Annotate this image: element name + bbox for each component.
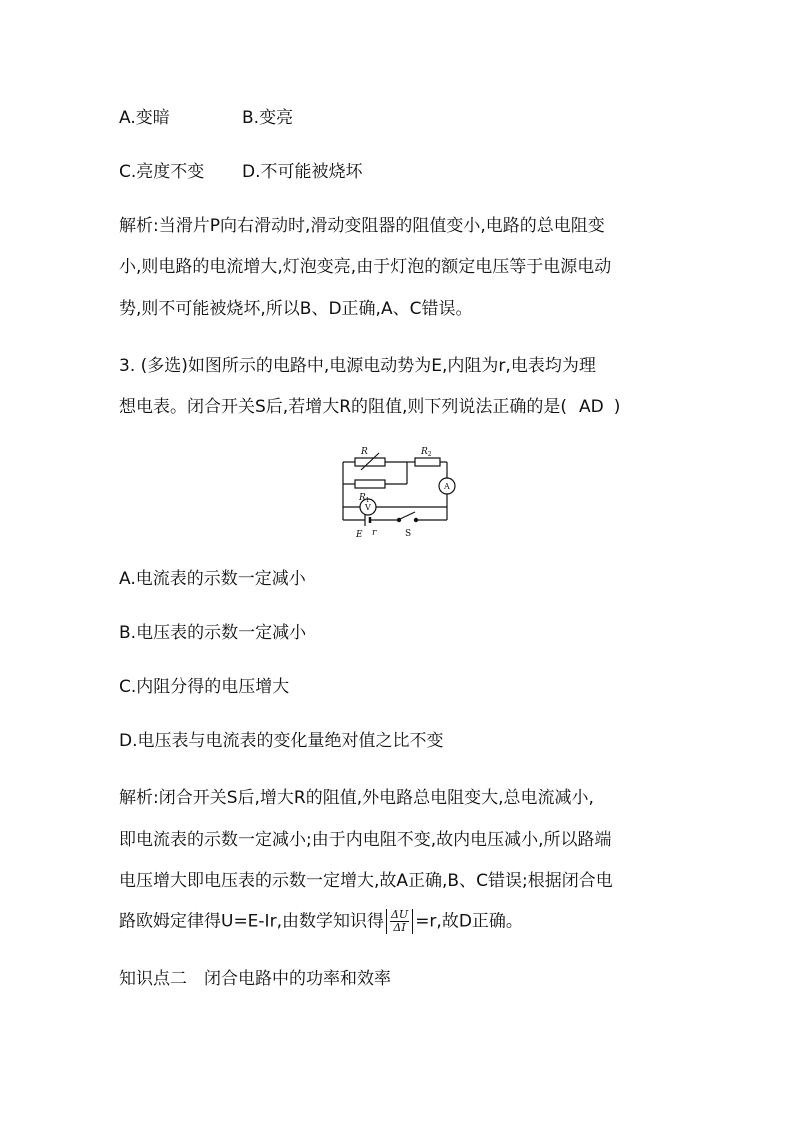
label-switch: S xyxy=(405,529,412,539)
q3-option-b: B.电压表的示数一定减小 xyxy=(119,623,307,643)
q3-option-c: C.内阻分得的电压增大 xyxy=(119,677,290,697)
q2-analysis-line-1: 解析:当滑片P向右滑动时,滑动变阻器的阻值变小,电路的总电阻变 xyxy=(119,216,605,236)
q3-option-a: A.电流表的示数一定减小 xyxy=(119,569,306,589)
resistor-r1 xyxy=(355,480,385,488)
switch-contact-right xyxy=(414,518,417,521)
q3-answer: AD xyxy=(579,397,604,417)
q3-close-paren: ) xyxy=(613,397,621,417)
option-b: B.变亮 xyxy=(242,108,294,128)
resistor-r2 xyxy=(415,458,440,466)
label-ammeter: A xyxy=(444,482,450,491)
q3-stem-line-2 xyxy=(119,395,620,419)
section-heading: 知识点二 闭合电路中的功率和效率 xyxy=(119,969,391,989)
switch-lever xyxy=(400,512,415,519)
q3-analysis-after-fraction: =r,故D正确。 xyxy=(415,911,523,932)
q3-analysis-line-4 xyxy=(119,909,523,934)
q3-stem-line-1: 3. (多选)如图所示的电路中,电源电动势为E,内阻为r,电表均为理 xyxy=(119,356,596,376)
label-r2: $R_2$ xyxy=(421,447,432,458)
q2-analysis-line-3: 势,则不可能被烧坏,所以B、D正确,A、C错误。 xyxy=(119,299,473,319)
label-r1: $R_1$ xyxy=(359,493,370,504)
abs-fraction xyxy=(386,909,413,934)
label-internal-r: r xyxy=(372,528,377,538)
fraction-denominator: ΔI xyxy=(393,921,406,934)
q3-option-d: D.电压表与电流表的变化量绝对值之比不变 xyxy=(119,731,444,751)
label-r-top: R xyxy=(361,447,368,457)
q3-stem-text: 想电表。闭合开关S后,若增大R的阻值,则下列说法正确的是( xyxy=(119,397,568,417)
option-c: C.亮度不变 xyxy=(119,162,205,182)
q3-analysis-before-fraction: 路欧姆定律得U=E-Ir,由数学知识得 xyxy=(119,911,384,932)
q3-analysis-line-3: 电压增大即电压表的示数一定增大,故A正确,B、C错误;根据闭合电 xyxy=(119,871,613,891)
q3-analysis-line-1: 解析:闭合开关S后,增大R的阻值,外电路总电阻变大,总电流减小, xyxy=(119,788,594,808)
option-d: D.不可能被烧坏 xyxy=(242,162,363,182)
fraction-numerator: ΔU xyxy=(390,908,409,921)
circuit-diagram xyxy=(325,440,470,540)
label-voltmeter: V xyxy=(365,503,371,512)
label-emf: E xyxy=(356,530,363,540)
q3-analysis-line-2: 即电流表的示数一定减小;由于内电阻不变,故内电压减小,所以路端 xyxy=(119,830,612,850)
option-a: A.变暗 xyxy=(119,108,170,128)
q2-analysis-line-2: 小,则电路的电流增大,灯泡变亮,由于灯泡的额定电压等于电源电动 xyxy=(119,257,612,277)
